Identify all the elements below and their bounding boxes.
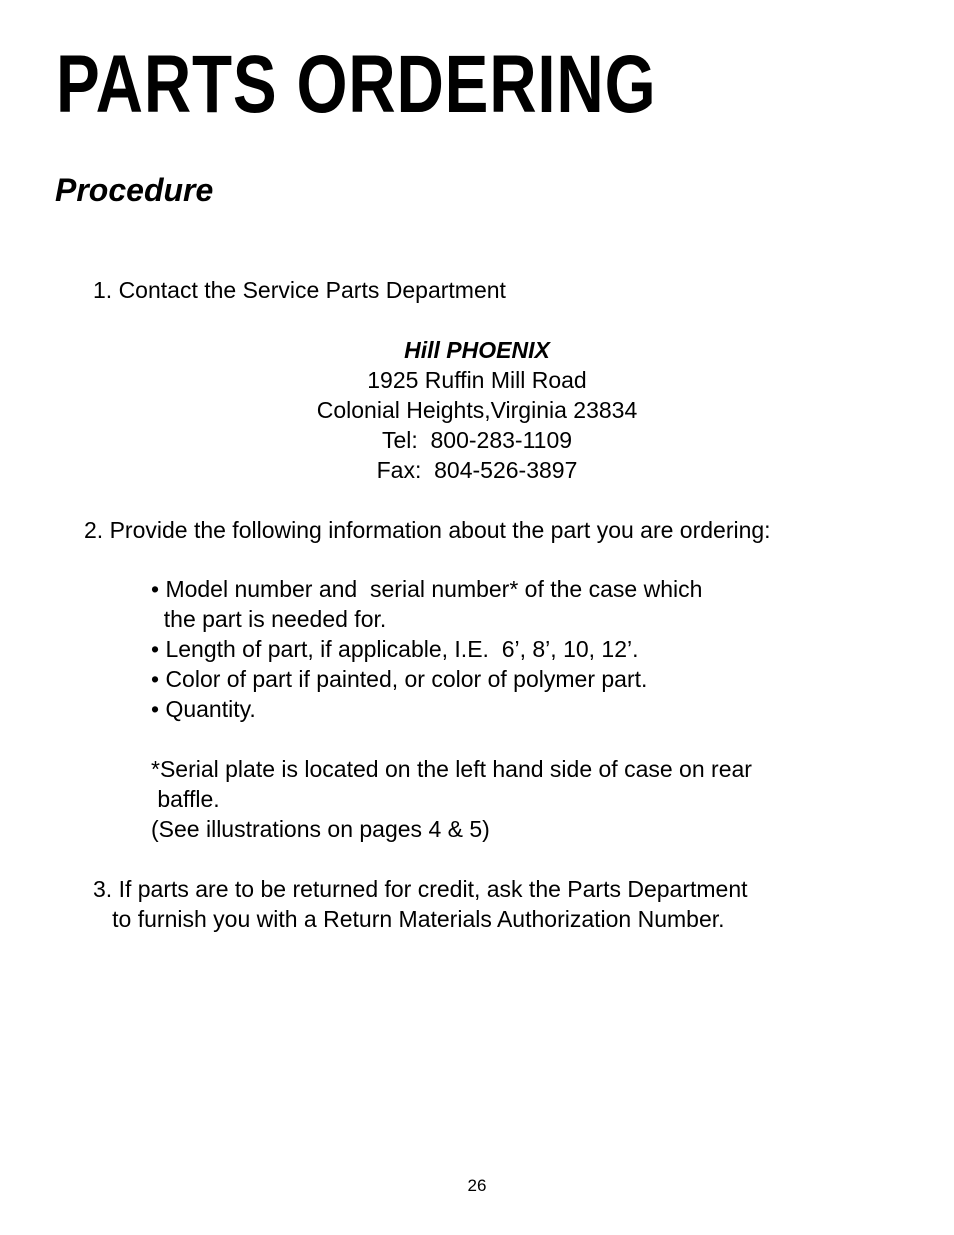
serial-plate-note: *Serial plate is located on the left hand side of case on rear <box>151 756 752 782</box>
bullet-color: • Color of part if painted, or color of polymer part. <box>151 666 648 692</box>
bullet-quantity: • Quantity. <box>151 696 256 722</box>
bullet-length: • Length of part, if applicable, I.E. 6’, 8’, 10, 12’. <box>151 636 639 662</box>
bullet-model-serial-continued: the part is needed for. <box>151 606 387 632</box>
address-line-2: Colonial Heights,Virginia 23834 <box>316 397 638 423</box>
section-heading: Procedure <box>55 172 214 208</box>
step-2-text: 2. Provide the following information about the part you are ordering: <box>84 517 771 543</box>
step-1-text: 1. Contact the Service Parts Department <box>93 277 506 303</box>
bullet-model-serial: • Model number and serial number* of the case which <box>151 576 703 602</box>
serial-plate-note-continued: baffle. <box>151 786 220 812</box>
page-number: 26 <box>467 1176 487 1195</box>
illustrations-reference: (See illustrations on pages 4 & 5) <box>151 816 490 842</box>
fax-number: Fax: 804-526-3897 <box>376 457 578 483</box>
step-3-text: 3. If parts are to be returned for credit, ask the Parts Department <box>93 876 748 902</box>
address-line-1: 1925 Ruffin Mill Road <box>367 367 587 393</box>
company-name: Hill PHOENIX <box>404 337 550 363</box>
page-title: PARTS ORDERING <box>56 39 657 130</box>
step-3-text-continued: to furnish you with a Return Materials Authorization Number. <box>93 906 725 932</box>
telephone-number: Tel: 800-283-1109 <box>381 427 573 453</box>
